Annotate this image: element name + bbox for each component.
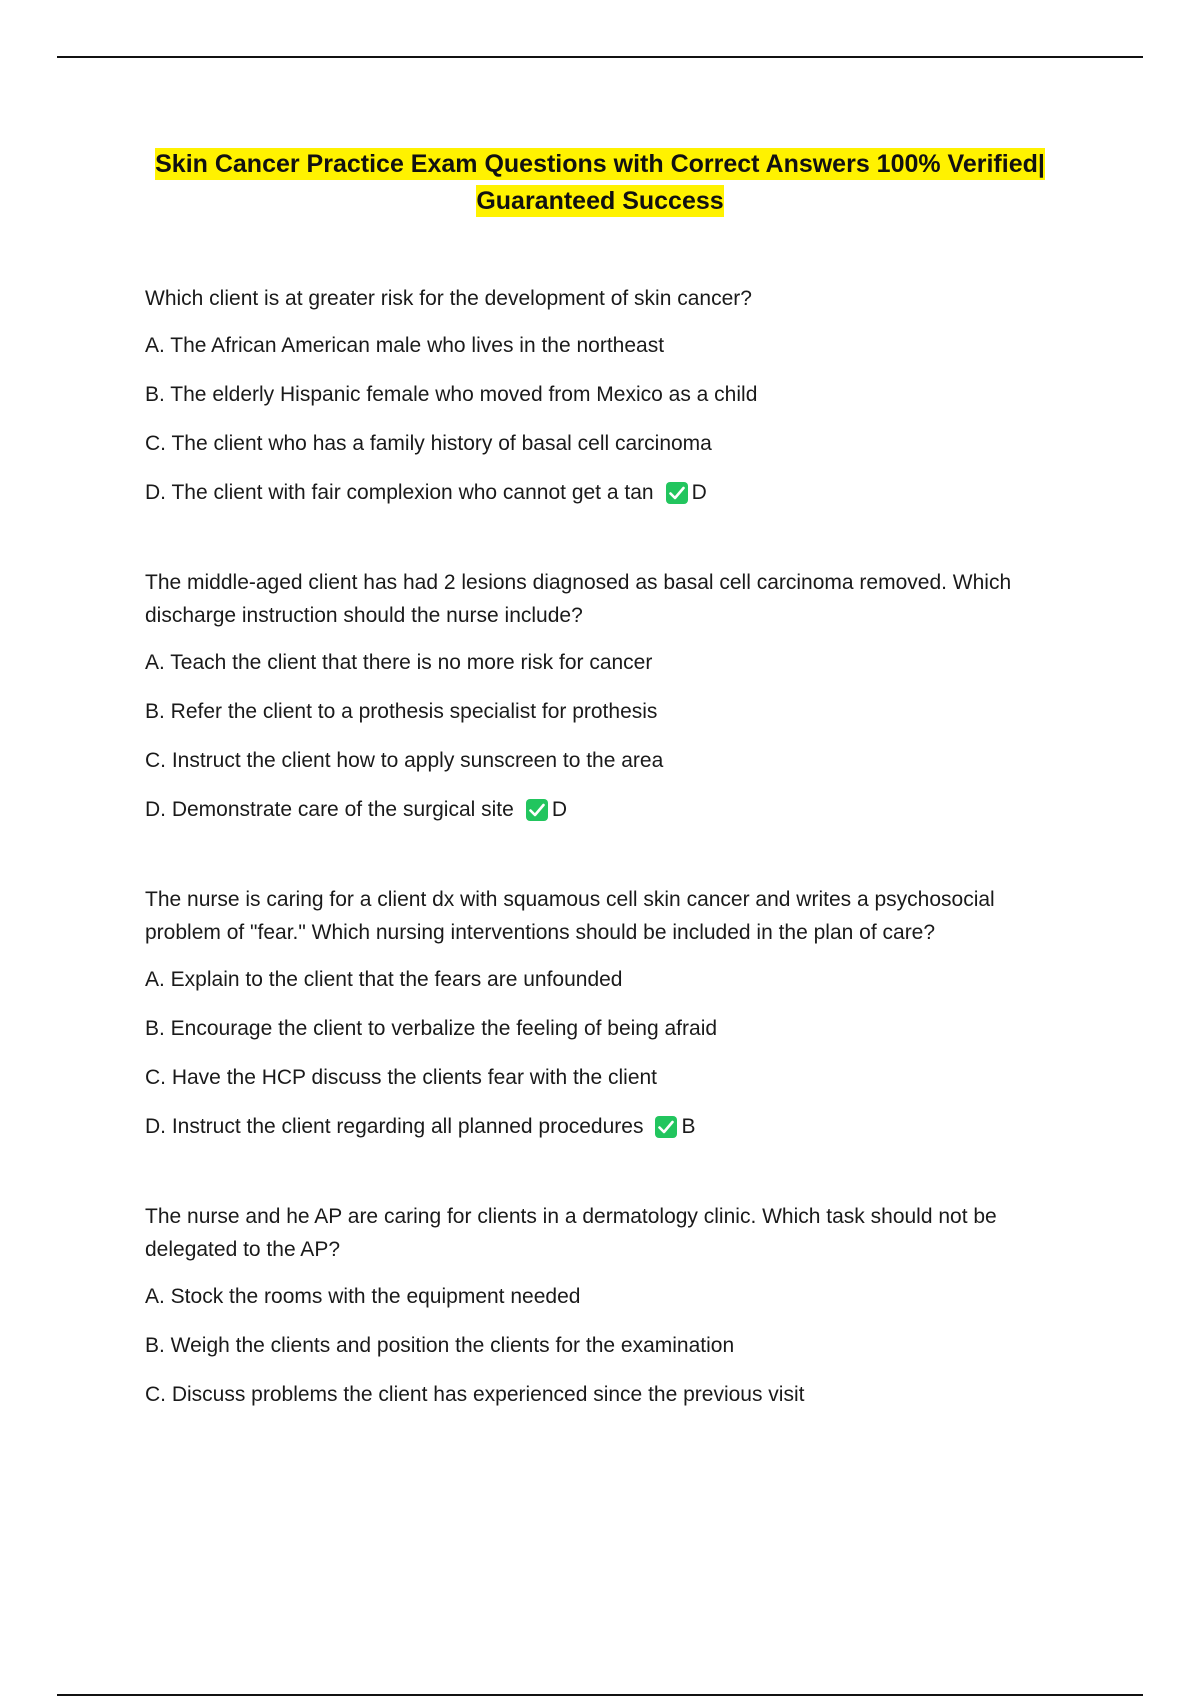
- answer-option: C. Discuss problems the client has experienced since the previous visit: [145, 1383, 805, 1406]
- check-mark-icon: [666, 482, 688, 504]
- question-3: [145, 883, 1065, 1142]
- question-stem: The middle-aged client has had 2 lesions diagnosed as basal cell carcinoma removed. Which discharge instruction should the nurse include?: [145, 571, 1012, 627]
- question-list: [145, 282, 1065, 1468]
- question-1: [145, 282, 1065, 508]
- answer-option: B. Weigh the clients and position the clients for the examination: [145, 1334, 735, 1357]
- title-line-1: Skin Cancer Practice Exam Questions with Correct Answers 100% Verified|: [155, 150, 1045, 178]
- question-stem: Which client is at greater risk for the development of skin cancer?: [145, 287, 752, 310]
- answer-option: D. Demonstrate care of the surgical site D: [145, 795, 1065, 825]
- bottom-rule: [57, 1694, 1143, 1696]
- correct-answer-letter: B: [681, 1115, 696, 1138]
- check-mark-icon: [655, 1116, 677, 1138]
- top-rule: [57, 56, 1143, 58]
- question-4: [145, 1200, 1065, 1410]
- question-2: [145, 566, 1065, 825]
- answer-option: C. The client who has a family history of basal cell carcinoma: [145, 432, 712, 455]
- document-title: [0, 146, 1200, 220]
- answer-option: D. Instruct the client regarding all planned procedures B: [145, 1112, 1065, 1142]
- answer-option: C. Have the HCP discuss the clients fear with the client: [145, 1066, 658, 1089]
- answer-option: A. Explain to the client that the fears are unfounded: [145, 968, 623, 991]
- question-stem: The nurse and he AP are caring for clients in a dermatology clinic. Which task should not be delegated to the AP?: [145, 1205, 997, 1261]
- correct-answer-letter: D: [691, 481, 707, 504]
- answer-option: B. Encourage the client to verbalize the feeling of being afraid: [145, 1017, 718, 1040]
- title-line-2: Guaranteed Success: [476, 187, 724, 215]
- correct-answer-letter: D: [551, 798, 567, 821]
- answer-option: A. Stock the rooms with the equipment needed: [145, 1285, 581, 1308]
- answer-option: C. Instruct the client how to apply sunscreen to the area: [145, 749, 664, 772]
- answer-option: A. The African American male who lives in the northeast: [145, 334, 665, 357]
- answer-option: D. The client with fair complexion who cannot get a tan D: [145, 478, 1065, 508]
- answer-option: B. Refer the client to a prothesis specialist for prothesis: [145, 700, 658, 723]
- answer-option: A. Teach the client that there is no more risk for cancer: [145, 651, 653, 674]
- question-stem: The nurse is caring for a client dx with squamous cell skin cancer and writes a psychosocial problem of "fear." Which nursing interventions should be included in the plan of care?: [145, 888, 995, 944]
- check-mark-icon: [526, 799, 548, 821]
- answer-option: B. The elderly Hispanic female who moved from Mexico as a child: [145, 383, 758, 406]
